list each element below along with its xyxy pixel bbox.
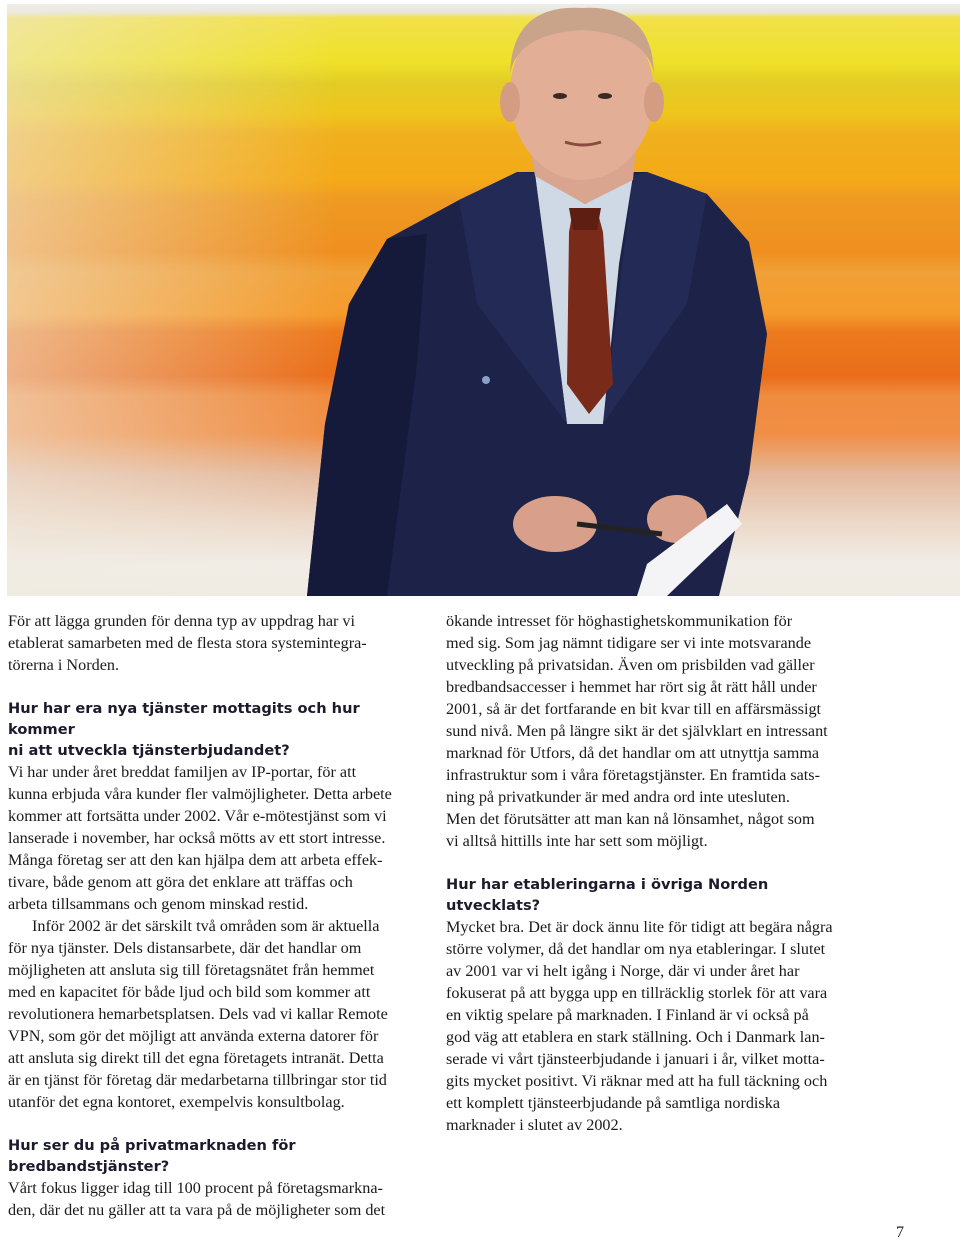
answer-private-market: Vårt fokus ligger idag till 100 procent på företagsmarkna- den, där det nu gäller att ta vara på de möjligheter som det [8, 1179, 386, 1219]
question-heading-private-market: Hur ser du på privatmarknaden för bredbandstjänster? [8, 1137, 296, 1175]
question-heading-nordic-expansion: Hur har etableringarna i övriga Norden utvecklats? [446, 876, 769, 914]
portrait-figure [7, 4, 960, 596]
answer-new-services: Vi har under året breddat familjen av IP-portar, för att kunna erbjuda våra kunder fler valmöjligheter. Detta arbete kommer att fortsätta under 2002. Vår e-mötestjänst som vi lanserade i november, har också mötts av ett stort intresse. Många företag ser att den kan hjälpa dem att arbeta effek- tivare, både genom att göra det enklare att träffas och arbeta tillsammans och genom minskad restid. [8, 763, 392, 913]
question-heading-new-services: Hur har era nya tjänster mottagits och hur kommer ni att utveckla tjänsterbjudandet? [8, 700, 360, 759]
tie-knot [569, 208, 601, 230]
ear-right [644, 82, 664, 122]
ear-left [500, 82, 520, 122]
eye-left [553, 93, 567, 99]
lapel-pin [482, 376, 490, 384]
answer-nordic-expansion: Mycket bra. Det är dock ännu lite för tidigt att begära några större volymer, då det handlar om nya etableringar. I slutet av 2001 var vi helt igång i Norge, där vi under året har fokuserat på att bygga upp en tillräcklig storlek för att vara en viktig spelare på marknaden. I Finland är vi också på god väg att etablera en stark ställning. Och i Danmark lan- serade vi vårt tjänsteerbjudande i januari i år, vilket motta- gits mycket positivt. Vi räknar med att ha full täckning och ett komplett tjänsteerbjudande på samtliga nordiska marknader i slutet av 2002. [446, 918, 833, 1134]
eye-right [598, 93, 612, 99]
answer-private-market-continued: ökande intresset för höghastighetskommunikation för med sig. Som jag nämnt tidigare ser vi inte motsvarande utveckling på privatsidan. Även om prisbilden vad gäller bredbandsaccesser i hemmet har rört sig åt rätt håll under 2001, så är det fortfarande en bit kvar till en affärsmässigt sund nivå. Men på längre sikt är det självklart en intressant marknad för Utfors, då det handlar om att utnyttja samma infrastruktur som i våra företagstjänster. En framtida sats- ning på privatkunder är med andra ord inte utesluten. Men det förutsätter att man kan nå lönsamhet, något som vi alltså hittills inte har sett som möjligt. [446, 612, 828, 850]
left-column [8, 610, 420, 1221]
right-column [446, 610, 858, 1136]
page-number: 7 [896, 1224, 904, 1241]
portrait-photo [7, 4, 960, 596]
intro-paragraph: För att lägga grunden för denna typ av uppdrag har vi etablerat samarbeten med de flesta stora systemintegra- törerna i Norden. [8, 612, 367, 674]
answer-new-services-2002: Inför 2002 är det särskilt två områden som är aktuella för nya tjänster. Dels distansarbete, där det handlar om möjligheten att ansluta sig till företagsnätet från hemmet med en kapacitet för både ljud och bild som kommer att revolutionera hemarbetsplatsen. Dels vad vi kallar Remote VPN, som gör det möjligt att använda externa datorer för att ansluta sig direkt till det egna företagets intranät. Detta är en tjänst för företag där medarbetarna tillbringar stor tid utanför det egna kontoret, exempelvis konsultbolag. [8, 917, 388, 1111]
